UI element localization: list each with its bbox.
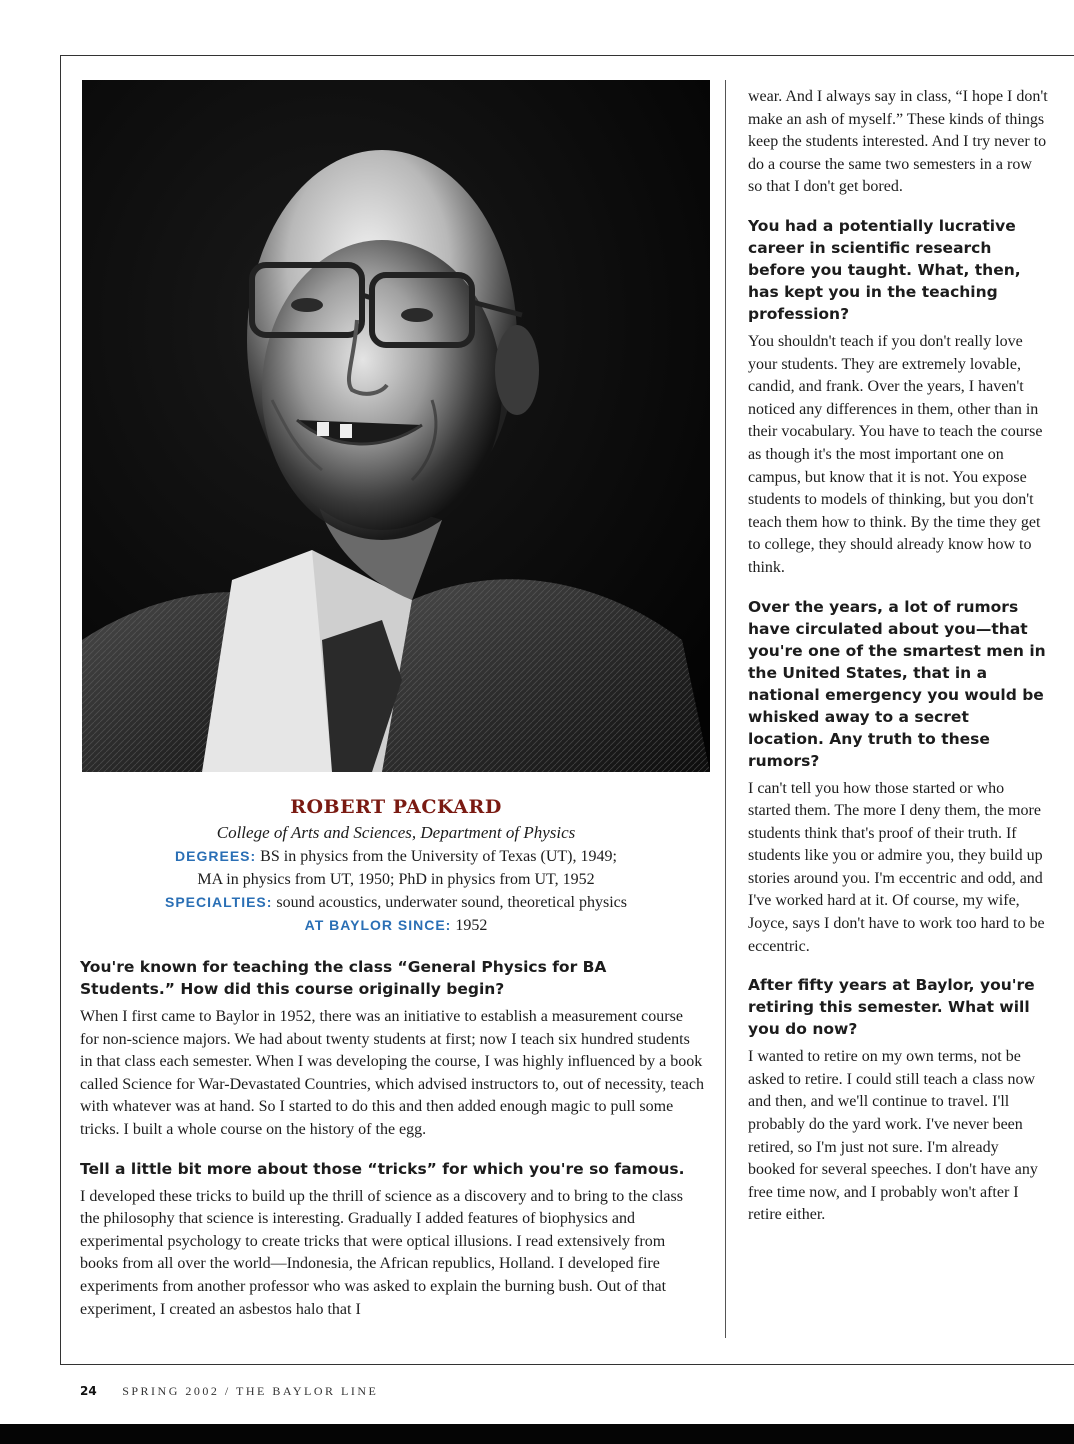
answer-1: When I first came to Baylor in 1952, there was an initiative to establish a measurement course for non-science majors. We had about twenty students at first; now I teach six hundred students in that class each semester. When I was developing the course, I was highly influenced by a book called Science for War-Devastated Countries, which advised instructors to, out of necessity, teach with whatever was at hand. So I started to do this and then added enough magic to pull some tricks. I built a whole course on the history of the egg. <box>80 1008 704 1138</box>
specialties-label: SPECIALTIES: <box>165 894 273 910</box>
degrees-line-2: MA in physics from UT, 1950; PhD in physics from UT, 1952 <box>197 871 595 888</box>
question-1: You're known for teaching the class “General Physics for BA Students.” How did this course originally begin? <box>80 958 607 998</box>
column-divider <box>725 80 726 1338</box>
baylor-since-label: AT BAYLOR SINCE: <box>304 917 452 933</box>
bottom-rule <box>60 1364 1074 1365</box>
question-4: Over the years, a lot of rumors have circulated about you—that you're one of the smartest men in the United States, that in a national emergency you would be whisked away to a secret location. Any truth to these rumors? <box>748 597 1046 770</box>
page-footer <box>80 1384 378 1399</box>
continued-answer: wear. And I always say in class, “I hope I don't make an ash of myself.” These kinds of things keep the students interested. And I try never to do a course the same two semesters in a row so that I don't get bored. <box>748 88 1048 196</box>
top-rule <box>60 55 1074 56</box>
question-5: After fifty years at Baylor, you're retiring this semester. What will you do now? <box>748 976 1035 1039</box>
specialties-line <box>82 891 710 914</box>
answer-2: I developed these tricks to build up the thrill of science as a discovery and to bring to the class the philosophy that science is interesting. Gradually I added features of biophysics and experimental psychology to create tricks that were optical illusions. I read extensively from books from all over the world—Indonesia, the African republics, Holland. I developed fire experiments from another professor who was asked to explain the burning bush. Out of that experiment, I created an asbestos halo that I <box>80 1187 683 1318</box>
degrees-line-1 <box>82 845 710 868</box>
answer-5: I wanted to retire on my own terms, not be asked to retire. I could still teach a class now and then, and we'll continue to travel. I'll probably do the yard work. I've never been retired, so I'm just not sure. I'm already booked for several speeches. I don't have any free time now, and I probably won't after I retire either. <box>748 1048 1038 1224</box>
main-column <box>80 956 704 1321</box>
scan-bottom-edge <box>0 1424 1074 1444</box>
baylor-since-year: 1952 <box>455 917 488 934</box>
bio-block <box>82 794 710 937</box>
question-2: Tell a little bit more about those “tricks” for which you're so famous. <box>80 1159 685 1178</box>
footer-publication: SPRING 2002 / THE BAYLOR LINE <box>122 1384 379 1398</box>
portrait-photo <box>82 80 710 772</box>
degrees-text-1: BS in physics from the University of Texas (UT), 1949; <box>260 848 617 865</box>
page-number: 24 <box>80 1384 97 1398</box>
question-3: You had a potentially lucrative career in scientific research before you taught. What, then, has kept you in the teaching profession? <box>748 216 1021 323</box>
specialties-text: sound acoustics, underwater sound, theoretical physics <box>276 894 627 911</box>
right-column <box>748 86 1048 1227</box>
left-rule <box>60 55 61 1365</box>
portrait-illustration <box>82 80 710 772</box>
answer-4: I can't tell you how those started or who started them. The more I deny them, the more students think that's proof of their truth. If students like you or admire you, they build up stories around you. I'm eccentric and odd, and I've worked hard at it. Of course, my wife, Joyce, says I don't have to work too hard to be eccentric. <box>748 779 1045 955</box>
department: College of Arts and Sciences, Department of Physics <box>216 823 576 842</box>
baylor-since-line <box>82 914 710 937</box>
person-name: ROBERT PACKARD <box>290 796 502 818</box>
degrees-label: DEGREES: <box>175 848 257 864</box>
answer-3: You shouldn't teach if you don't really love your students. They are extremely lovable, candid, and frank. Over the years, I haven't noticed any differences in them, other than in their vocabulary. You have to teach the course as though it's the most important one on campus, but know that it is not. You expose students to models of thinking, but you don't teach them how to think. By the time they get to college, they should already know how to think. <box>748 332 1043 576</box>
